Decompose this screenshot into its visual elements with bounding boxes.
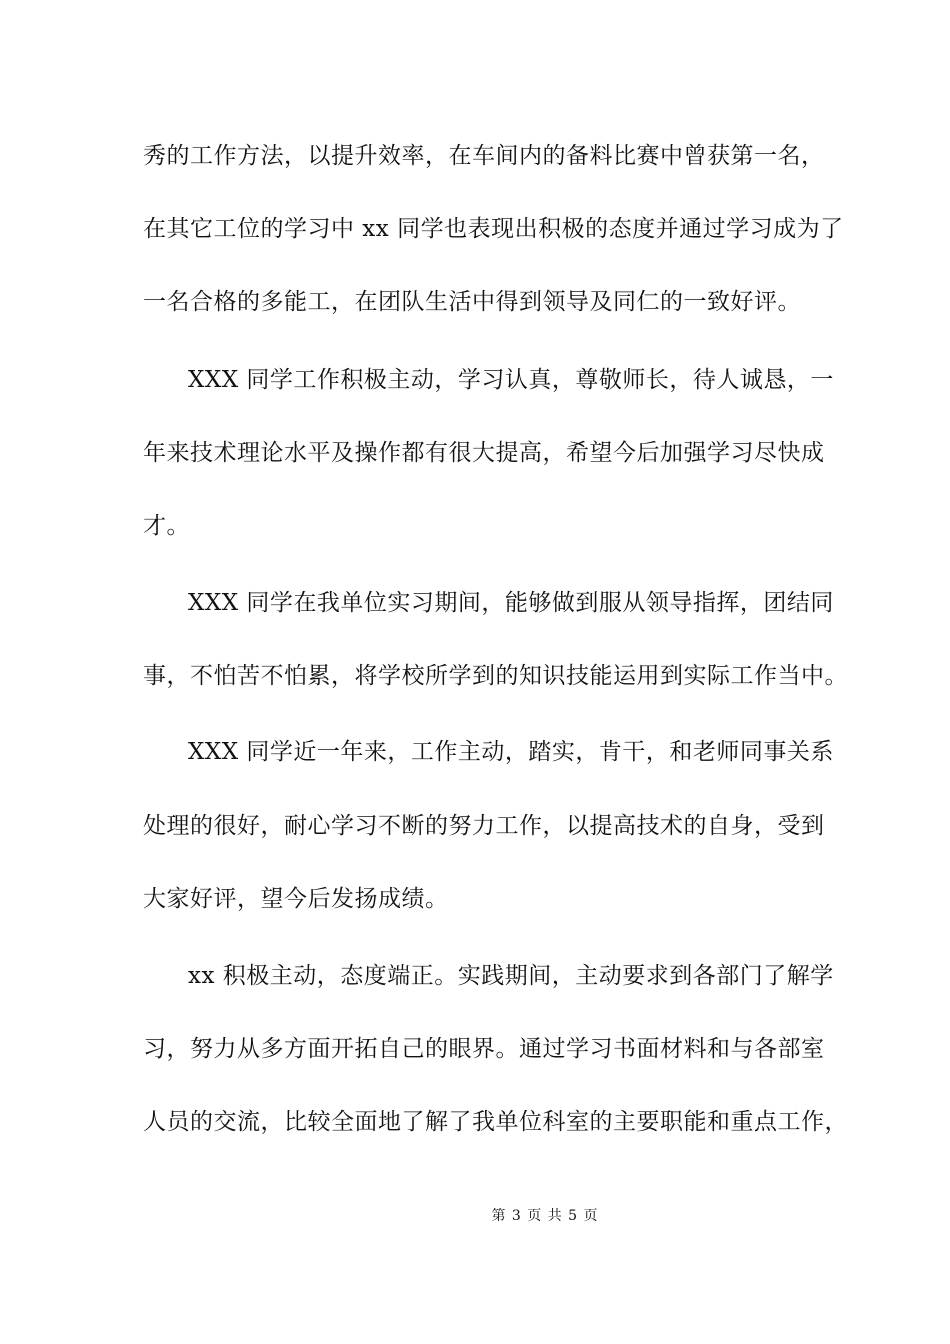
text-line: 在其它工位的学习中 xx 同学也表现出积极的态度并通过学习成为了 (143, 216, 844, 242)
text-line: 事，不怕苦不怕累，将学校所学到的知识技能运用到实际工作当中。 (143, 663, 848, 689)
text-line: 习，努力从多方面开拓自己的眼界。通过学习书面材料和与各部室 (143, 1036, 825, 1062)
page-number-footer: 第 3 页 共 5 页 (491, 1208, 599, 1224)
text-line: 秀的工作方法，以提升效率，在车间内的备料比赛中曾获第一名， (143, 143, 825, 169)
paragraph-start-line: xx 积极主动，态度端正。实践期间，主动要求到各部门了解学 (188, 963, 834, 989)
text-line: 一名合格的多能工，在团队生活中得到领导及同仁的一致好评。 (143, 289, 801, 315)
text-line: 人员的交流，比较全面地了解了我单位科室的主要职能和重点工作， (143, 1109, 848, 1135)
paragraph-start-line: XXX 同学在我单位实习期间，能够做到服从领导指挥，团结同 (188, 590, 834, 616)
text-line: 处理的很好，耐心学习不断的努力工作，以提高技术的自身，受到 (143, 813, 825, 839)
text-line: 才。 (143, 513, 190, 539)
text-line: 大家好评，望今后发扬成绩。 (143, 886, 449, 912)
paragraph-start-line: XXX 同学近一年来，工作主动，踏实，肯干，和老师同事关系 (188, 739, 834, 765)
paragraph-start-line: XXX 同学工作积极主动，学习认真，尊敬师长，待人诚恳，一 (188, 367, 834, 393)
text-line: 年来技术理论水平及操作都有很大提高，希望今后加强学习尽快成 (143, 440, 825, 466)
